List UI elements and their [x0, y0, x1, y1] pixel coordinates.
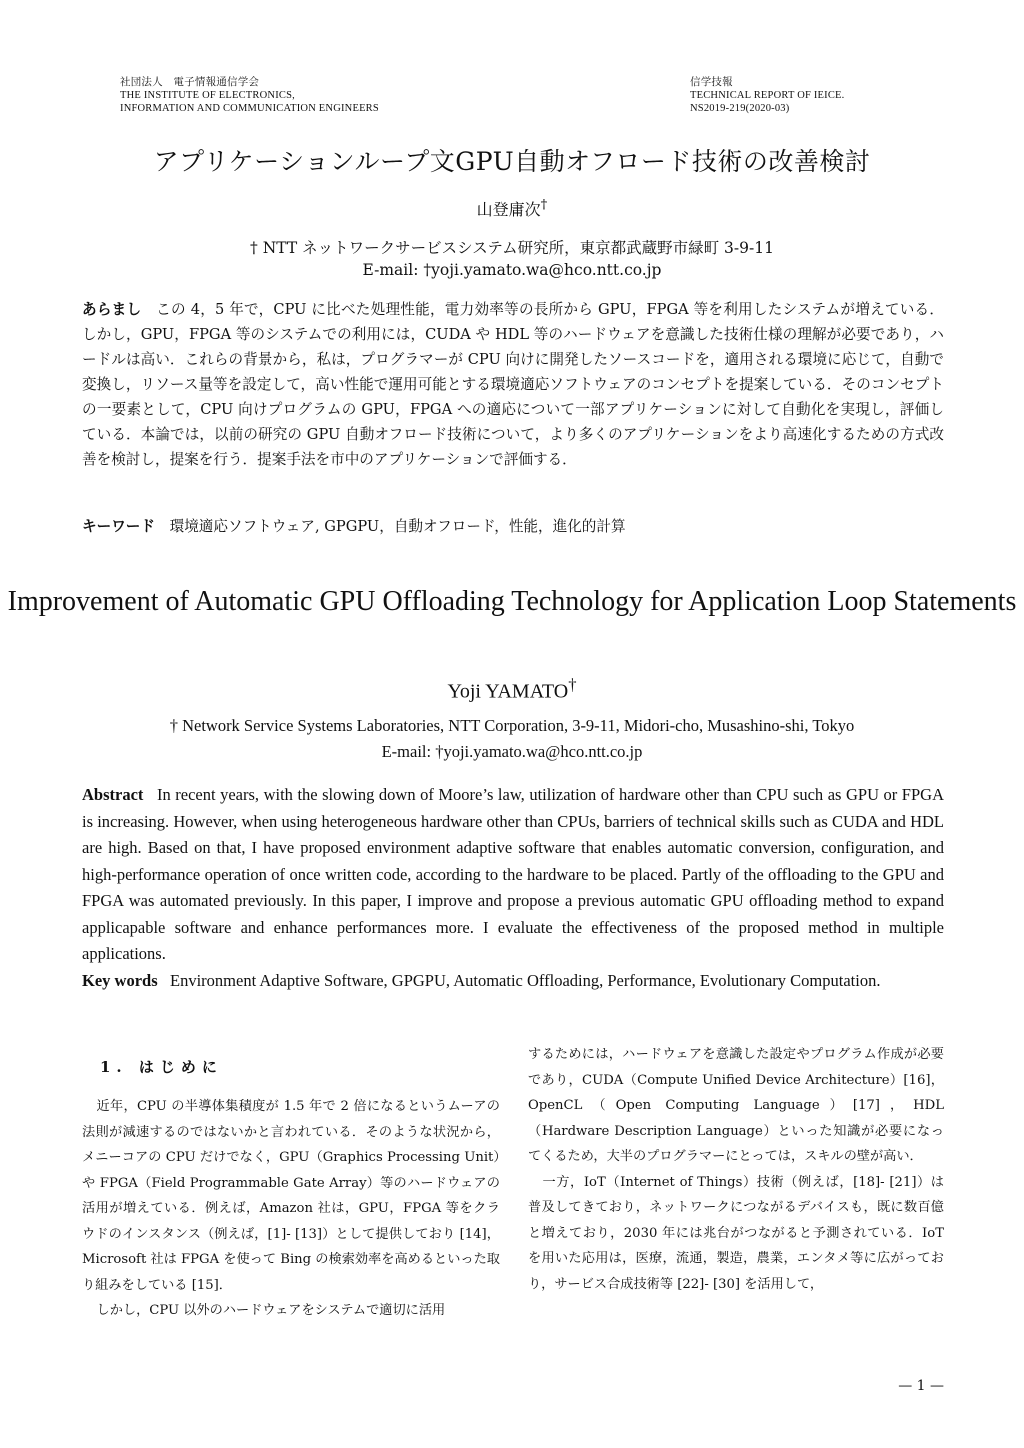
english-title: Improvement of Automatic GPU Offloading Technology for Application Loop Statements — [7, 586, 1017, 617]
english-author-mark: † — [568, 675, 577, 694]
japanese-email: E-mail: †yoji.yamato.wa@hco.ntt.co.jp — [362, 261, 662, 279]
paragraph: 近年，CPU の半導体集積度が 1.5 年で 2 倍になるというムーアの法則が減速するのではないかと言われている．そのような状況から，メニーコアの CPU だけでなく，GPU（Graphics Processing Unit）や FPGA（Field Programmable Gate Array）等のハードウェアの活用が増えている．例えば，Amazon 社は，GPU，FPGA 等をクラウドのインスタンス（例えば，[1]- [13]）として提供しており [14]，Microsoft 社は FPGA を使って Bing の検索効率を高めるといった取り組みをしている [15]． — [82, 1099, 500, 1293]
japanese-keywords-text: 環境適応ソフトウェア, GPGPU，自動オフロード，性能，進化的計算 — [169, 518, 626, 535]
section-heading-introduction: 1. はじめに — [100, 1058, 223, 1076]
english-author-name: Yoji YAMATO — [447, 680, 569, 703]
english-abstract-text: In recent years, with the slowing down of Moore’s law, utilization of hardware other than CPU such as GPU or FPGA is increasing. However, when using heterogeneous hardware other than CPUs, barriers of technical skills such as CUDA and HDL are high. Based on that, I have proposed environment adaptive software that enables automatic conversion, configuration, and high-performance operation of once written code, according to the hardware to be placed. Partly of the offloading to the GPU and FPGA was automated previously. In this paper, I improve and propose a previous automatic GPU offloading method to expand applicapable software and enhance performances more. I evaluate the effectiveness of the proposed method in multiple applications. — [82, 785, 944, 963]
japanese-title: アプリケーションループ文GPU自動オフロード技術の改善検討 — [153, 147, 871, 176]
japanese-keywords-label: キーワード — [82, 518, 155, 535]
japanese-author-name: 山登庸次 — [476, 200, 541, 219]
english-email: E-mail: †yoji.yamato.wa@hco.ntt.co.jp — [381, 742, 643, 761]
header-society — [120, 76, 379, 115]
body-column-right — [528, 1042, 944, 1297]
paragraph: 一方，IoT（Internet of Things）技術（例えば，[18]- [21]）は普及してきており，ネットワークにつながるデバイスも，既に数百億と増えており，2030 年には兆台がつながると予測されている．IoT を用いた応用は，医療，流通，製造，農業，エンタメ等に広がっており，サービス合成技術等 [22]- [30] を活用して， — [528, 1174, 944, 1292]
header-society-en-1: THE INSTITUTE OF ELECTRONICS, — [120, 90, 295, 101]
japanese-abstract — [82, 297, 944, 472]
header-report — [690, 76, 845, 115]
english-keywords — [82, 968, 944, 995]
header-report-ja: 信学技報 — [690, 77, 733, 88]
body-column-left — [82, 1094, 500, 1324]
japanese-abstract-label: あらまし — [82, 301, 142, 318]
header-report-en: TECHNICAL REPORT OF IEICE. — [690, 90, 845, 101]
english-keywords-label: Key words — [82, 971, 158, 990]
paragraph: するためには，ハードウェアを意識した設定やプログラム作成が必要であり，CUDA（Compute Unified Device Architecture）[16]，OpenCL（Open Computing Language）[17]，HDL（Hardware Description Language）といった知識が必要になってくるため，大半のプログラマーにとっては，スキルの壁が高い． — [528, 1047, 944, 1164]
japanese-affiliation: † NTT ネットワークサービスシステム研究所，東京都武蔵野市緑町 3-9-11 — [250, 239, 774, 257]
english-abstract — [82, 782, 944, 968]
paragraph: しかし，CPU 以外のハードウェアをシステムで適切に活用 — [96, 1303, 446, 1318]
japanese-author-mark: † — [540, 197, 548, 213]
japanese-author — [0, 197, 1024, 220]
header-society-en-2: INFORMATION AND COMMUNICATION ENGINEERS — [120, 103, 379, 114]
japanese-keywords — [82, 514, 944, 539]
header-report-number: NS2019-219(2020-03) — [690, 103, 790, 114]
english-keywords-text: Environment Adaptive Software, GPGPU, Automatic Offloading, Performance, Evolutionary Computation. — [170, 971, 881, 990]
english-affiliation: † Network Service Systems Laboratories, NTT Corporation, 3-9-11, Midori-cho, Musashino-shi, Tokyo — [169, 716, 855, 735]
header-society-ja: 社団法人 電子情報通信学会 — [120, 77, 260, 88]
english-abstract-label: Abstract — [82, 785, 144, 804]
english-author — [0, 675, 1024, 704]
page-number: — 1 — — [898, 1378, 944, 1394]
japanese-abstract-text: この 4，5 年で，CPU に比べた処理性能，電力効率等の長所から GPU，FPGA 等を利用したシステムが増えている．しかし，GPU，FPGA 等のシステムでの利用には，CUDA や HDL 等のハードウェアを意識した技術仕様の理解が必要であり，ハードルは高い．これらの背景から，私は，プログラマーが CPU 向けに開発したソースコードを，適用される環境に応じて，自動で変換し，リソース量等を設定して，高い性能で運用可能とする環境適応ソフトウェアのコンセプトを提案している．そのコンセプトの一要素として，CPU 向けプログラムの GPU，FPGA への適応について一部アプリケーションに対して自動化を実現し，評価している．本論では，以前の研究の GPU 自動オフロード技術について，より多くのアプリケーションをより高速化するための方式改善を検討し，提案を行う．提案手法を市中のアプリケーションで評価する． — [82, 301, 944, 468]
